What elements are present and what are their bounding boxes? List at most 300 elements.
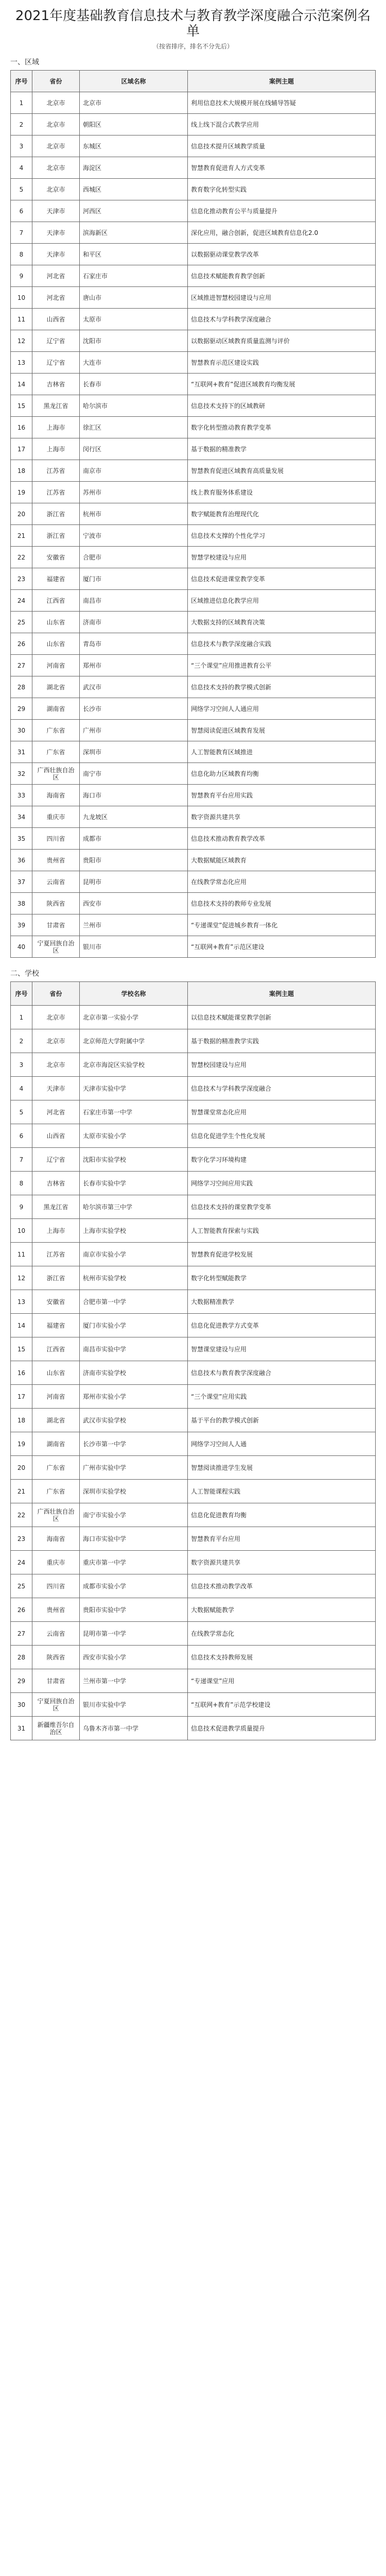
row-number-cell: 36 <box>11 850 32 871</box>
name-cell: 济南市实验学校 <box>80 1361 188 1385</box>
table-row <box>11 200 376 222</box>
province-cell: 宁夏回族自治区 <box>32 936 80 958</box>
name-cell: 深圳市 <box>80 741 188 763</box>
topic-cell: 信息技术促进教学质量提升 <box>188 1717 376 1740</box>
topic-cell: 网络学习空间人人通 <box>188 1432 376 1456</box>
topic-cell: 信息技术支持的教学模式创新 <box>188 676 376 698</box>
name-cell: 重庆市第一中学 <box>80 1551 188 1574</box>
topic-cell: 信息化促进教学方式变革 <box>188 1314 376 1337</box>
topic-cell: 人工智能课程实践 <box>188 1480 376 1503</box>
province-cell: 北京市 <box>32 179 80 200</box>
province-cell: 河南省 <box>32 1385 80 1409</box>
province-cell: 山东省 <box>32 633 80 655</box>
section-school <box>10 969 376 1740</box>
topic-cell: 人工智能教育探索与实践 <box>188 1219 376 1243</box>
row-number-cell: 18 <box>11 460 32 482</box>
province-cell: 贵州省 <box>32 850 80 871</box>
row-number-cell: 6 <box>11 1124 32 1148</box>
table-row <box>11 1409 376 1432</box>
province-cell: 陕西省 <box>32 1646 80 1669</box>
province-cell: 重庆市 <box>32 1551 80 1574</box>
province-cell: 广东省 <box>32 1480 80 1503</box>
province-cell: 广东省 <box>32 741 80 763</box>
row-number-cell: 26 <box>11 633 32 655</box>
row-number-cell: 2 <box>11 1029 32 1053</box>
table-row <box>11 785 376 806</box>
name-cell: 长沙市第一中学 <box>80 1432 188 1456</box>
table-row <box>11 1148 376 1172</box>
topic-cell: 信息技术与学科教学深度融合 <box>188 309 376 330</box>
province-cell: 北京市 <box>32 157 80 179</box>
topic-cell: “互联网+教育”促进区域教育均衡发展 <box>188 374 376 395</box>
row-number-cell: 33 <box>11 785 32 806</box>
name-cell: 北京师范大学附属中学 <box>80 1029 188 1053</box>
table-row <box>11 1693 376 1717</box>
row-number-cell: 4 <box>11 157 32 179</box>
table-row <box>11 1432 376 1456</box>
row-number-cell: 16 <box>11 1361 32 1385</box>
province-cell: 浙江省 <box>32 525 80 547</box>
school-table <box>10 981 376 1740</box>
row-number-cell: 10 <box>11 287 32 309</box>
topic-cell: 信息化助力区域教育均衡 <box>188 763 376 785</box>
topic-cell: 信息技术支撑的个性化学习 <box>188 525 376 547</box>
province-cell: 天津市 <box>32 222 80 244</box>
table-row <box>11 157 376 179</box>
province-cell: 广东省 <box>32 1456 80 1480</box>
name-cell: 广州市实验中学 <box>80 1456 188 1480</box>
province-cell: 河北省 <box>32 1100 80 1124</box>
topic-cell: 信息技术促进课堂教学变革 <box>188 568 376 590</box>
table-row <box>11 135 376 157</box>
row-number-cell: 9 <box>11 265 32 287</box>
province-cell: 广西壮族自治区 <box>32 1503 80 1527</box>
table-row <box>11 1219 376 1243</box>
province-cell: 北京市 <box>32 1053 80 1077</box>
name-cell: 河西区 <box>80 200 188 222</box>
table-row <box>11 244 376 265</box>
topic-cell: 数字赋能教育治理现代化 <box>188 503 376 525</box>
row-number-cell: 13 <box>11 1290 32 1314</box>
row-number-cell: 2 <box>11 114 32 135</box>
column-header: 案例主题 <box>188 982 376 1006</box>
topic-cell: 基于平台的教学模式创新 <box>188 1409 376 1432</box>
name-cell: 沈阳市 <box>80 330 188 352</box>
province-cell: 重庆市 <box>32 806 80 828</box>
table-row <box>11 1503 376 1527</box>
name-cell: 西城区 <box>80 179 188 200</box>
province-cell: 河北省 <box>32 265 80 287</box>
province-cell: 甘肃省 <box>32 1669 80 1693</box>
table-row <box>11 1100 376 1124</box>
table-row <box>11 741 376 763</box>
table-row <box>11 871 376 893</box>
table-row <box>11 1077 376 1100</box>
row-number-cell: 5 <box>11 179 32 200</box>
province-cell: 四川省 <box>32 1574 80 1598</box>
topic-cell: 数字资源共建共享 <box>188 806 376 828</box>
row-number-cell: 27 <box>11 1622 32 1646</box>
region-table-body <box>11 92 376 958</box>
topic-cell: 基于数据的精准教学 <box>188 438 376 460</box>
table-row <box>11 1669 376 1693</box>
row-number-cell: 23 <box>11 568 32 590</box>
topic-cell: 智慧教育平台应用实践 <box>188 785 376 806</box>
row-number-cell: 26 <box>11 1598 32 1622</box>
topic-cell: 网络学习空间应用实践 <box>188 1172 376 1195</box>
name-cell: 厦门市实验小学 <box>80 1314 188 1337</box>
row-number-cell: 13 <box>11 352 32 374</box>
province-cell: 宁夏回族自治区 <box>32 1693 80 1717</box>
table-row <box>11 438 376 460</box>
row-number-cell: 37 <box>11 871 32 893</box>
province-cell: 海南省 <box>32 785 80 806</box>
province-cell: 北京市 <box>32 114 80 135</box>
column-header: 学校名称 <box>80 982 188 1006</box>
name-cell: 广州市 <box>80 720 188 741</box>
name-cell: 闵行区 <box>80 438 188 460</box>
name-cell: 长沙市 <box>80 698 188 720</box>
province-cell: 天津市 <box>32 200 80 222</box>
table-row <box>11 1480 376 1503</box>
topic-cell: 线上教育服务体系建设 <box>188 482 376 503</box>
table-row <box>11 1622 376 1646</box>
section-heading: 一、区域 <box>10 58 39 66</box>
name-cell: 宁波市 <box>80 525 188 547</box>
topic-cell: 深化应用，融合创新，促进区域教育信息化2.0 <box>188 222 376 244</box>
name-cell: 乌鲁木齐市第一中学 <box>80 1717 188 1740</box>
province-cell: 黑龙江省 <box>32 395 80 417</box>
table-row <box>11 179 376 200</box>
province-cell: 上海市 <box>32 438 80 460</box>
topic-cell: 在线教学常态化 <box>188 1622 376 1646</box>
topic-cell: 利用信息技术大规模开展在线辅导答疑 <box>188 92 376 114</box>
school-table-body <box>11 1006 376 1740</box>
row-number-cell: 7 <box>11 1148 32 1172</box>
table-row <box>11 482 376 503</box>
row-number-cell: 18 <box>11 1409 32 1432</box>
topic-cell: 数字化转型赋能教学 <box>188 1266 376 1290</box>
province-cell: 山东省 <box>32 1361 80 1385</box>
name-cell: 杭州市实验学校 <box>80 1266 188 1290</box>
topic-cell: 线上线下混合式教学应用 <box>188 114 376 135</box>
province-cell: 云南省 <box>32 871 80 893</box>
topic-cell: 信息技术支持的课堂教学变革 <box>188 1195 376 1219</box>
row-number-cell: 28 <box>11 676 32 698</box>
table-row <box>11 633 376 655</box>
name-cell: 沈阳市实验学校 <box>80 1148 188 1172</box>
topic-cell: 信息技术推动教育教学改革 <box>188 828 376 850</box>
topic-cell: 数字化转型推动教育教学变革 <box>188 417 376 438</box>
row-number-cell: 7 <box>11 222 32 244</box>
topic-cell: 智慧教育平台应用 <box>188 1527 376 1551</box>
table-row <box>11 1314 376 1337</box>
table-row <box>11 936 376 958</box>
name-cell: 哈尔滨市第三中学 <box>80 1195 188 1219</box>
topic-cell: 智慧教育促进学校发展 <box>188 1243 376 1266</box>
topic-cell: 以数据驱动课堂教学改革 <box>188 244 376 265</box>
topic-cell: 教育数字化转型实践 <box>188 179 376 200</box>
column-header: 案例主题 <box>188 71 376 92</box>
row-number-cell: 34 <box>11 806 32 828</box>
name-cell: 东城区 <box>80 135 188 157</box>
row-number-cell: 28 <box>11 1646 32 1669</box>
row-number-cell: 9 <box>11 1195 32 1219</box>
name-cell: 武汉市实验学校 <box>80 1409 188 1432</box>
topic-cell: 智慧阅读推进学生发展 <box>188 1456 376 1480</box>
topic-cell: 信息化促进教育均衡 <box>188 1503 376 1527</box>
row-number-cell: 11 <box>11 1243 32 1266</box>
province-cell: 山西省 <box>32 309 80 330</box>
name-cell: 贵阳市 <box>80 850 188 871</box>
table-row <box>11 806 376 828</box>
name-cell: 青岛市 <box>80 633 188 655</box>
table-row <box>11 1195 376 1219</box>
topic-cell: 网络学习空间人人通应用 <box>188 698 376 720</box>
province-cell: 贵州省 <box>32 1598 80 1622</box>
province-cell: 福建省 <box>32 568 80 590</box>
row-number-cell: 30 <box>11 720 32 741</box>
name-cell: 海口市 <box>80 785 188 806</box>
topic-cell: 数字资源共建共享 <box>188 1551 376 1574</box>
table-row <box>11 612 376 633</box>
topic-cell: 大数据支持的区域教育决策 <box>188 612 376 633</box>
topic-cell: 智慧教育促进区域教育高质量发展 <box>188 460 376 482</box>
table-row <box>11 1124 376 1148</box>
province-cell: 陕西省 <box>32 893 80 914</box>
province-cell: 辽宁省 <box>32 330 80 352</box>
row-number-cell: 31 <box>11 741 32 763</box>
name-cell: 南宁市 <box>80 763 188 785</box>
topic-cell: 区域推进信息化教学应用 <box>188 590 376 612</box>
topic-cell: 人工智能教育区域推进 <box>188 741 376 763</box>
name-cell: 兰州市 <box>80 914 188 936</box>
row-number-cell: 1 <box>11 92 32 114</box>
topic-cell: 基于数据的精准教学实践 <box>188 1029 376 1053</box>
province-cell: 江苏省 <box>32 460 80 482</box>
row-number-cell: 35 <box>11 828 32 850</box>
row-number-cell: 5 <box>11 1100 32 1124</box>
table-row <box>11 352 376 374</box>
row-number-cell: 19 <box>11 482 32 503</box>
table-row <box>11 287 376 309</box>
row-number-cell: 14 <box>11 1314 32 1337</box>
row-number-cell: 31 <box>11 1717 32 1740</box>
row-number-cell: 11 <box>11 309 32 330</box>
name-cell: 天津市实验中学 <box>80 1077 188 1100</box>
row-number-cell: 25 <box>11 1574 32 1598</box>
table-row <box>11 503 376 525</box>
topic-cell: 数字化学习环境构建 <box>188 1148 376 1172</box>
name-cell: 南昌市实验中学 <box>80 1337 188 1361</box>
name-cell: 海口市实验中学 <box>80 1527 188 1551</box>
topic-cell: 以信息技术赋能课堂教学创新 <box>188 1006 376 1029</box>
table-row <box>11 1266 376 1290</box>
name-cell: 哈尔滨市 <box>80 395 188 417</box>
row-number-cell: 19 <box>11 1432 32 1456</box>
province-cell: 辽宁省 <box>32 352 80 374</box>
table-row <box>11 114 376 135</box>
name-cell: 银川市 <box>80 936 188 958</box>
name-cell: 深圳市实验学校 <box>80 1480 188 1503</box>
province-cell: 浙江省 <box>32 1266 80 1290</box>
row-number-cell: 8 <box>11 1172 32 1195</box>
name-cell: 南宁市实验小学 <box>80 1503 188 1527</box>
province-cell: 河北省 <box>32 287 80 309</box>
table-header-row <box>11 982 376 1006</box>
topic-cell: 信息技术提升区域教学质量 <box>188 135 376 157</box>
province-cell: 广西壮族自治区 <box>32 763 80 785</box>
name-cell: 成都市实验小学 <box>80 1574 188 1598</box>
name-cell: 徐汇区 <box>80 417 188 438</box>
name-cell: 九龙坡区 <box>80 806 188 828</box>
topic-cell: 在线教学常态化应用 <box>188 871 376 893</box>
province-cell: 北京市 <box>32 135 80 157</box>
province-cell: 湖南省 <box>32 698 80 720</box>
name-cell: 兰州市第一中学 <box>80 1669 188 1693</box>
table-row <box>11 1385 376 1409</box>
row-number-cell: 40 <box>11 936 32 958</box>
table-row <box>11 1551 376 1574</box>
topic-cell: “互联网+教育”示范区建设 <box>188 936 376 958</box>
row-number-cell: 24 <box>11 1551 32 1574</box>
province-cell: 上海市 <box>32 417 80 438</box>
row-number-cell: 15 <box>11 1337 32 1361</box>
row-number-cell: 3 <box>11 135 32 157</box>
table-row <box>11 460 376 482</box>
name-cell: 石家庄市 <box>80 265 188 287</box>
topic-cell: 智慧阅读促进区域教育发展 <box>188 720 376 741</box>
row-number-cell: 29 <box>11 698 32 720</box>
table-row <box>11 1646 376 1669</box>
name-cell: 和平区 <box>80 244 188 265</box>
name-cell: 长春市实验中学 <box>80 1172 188 1195</box>
topic-cell: “三个课堂”应用推进教育公平 <box>188 655 376 676</box>
table-row <box>11 763 376 785</box>
topic-cell: 大数据赋能教学 <box>188 1598 376 1622</box>
row-number-cell: 24 <box>11 590 32 612</box>
name-cell: 长春市 <box>80 374 188 395</box>
topic-cell: 以数据驱动区域教育质量监测与评价 <box>188 330 376 352</box>
column-header: 省份 <box>32 71 80 92</box>
province-cell: 安徽省 <box>32 547 80 568</box>
table-row <box>11 265 376 287</box>
name-cell: 北京市第一实验小学 <box>80 1006 188 1029</box>
column-header: 区域名称 <box>80 71 188 92</box>
province-cell: 新疆维吾尔自治区 <box>32 1717 80 1740</box>
table-row <box>11 850 376 871</box>
row-number-cell: 20 <box>11 503 32 525</box>
name-cell: 海淀区 <box>80 157 188 179</box>
row-number-cell: 6 <box>11 200 32 222</box>
name-cell: 北京市海淀区实验学校 <box>80 1053 188 1077</box>
name-cell: 太原市实验小学 <box>80 1124 188 1148</box>
province-cell: 江西省 <box>32 1337 80 1361</box>
table-row <box>11 893 376 914</box>
province-cell: 云南省 <box>32 1622 80 1646</box>
section-heading: 二、学校 <box>10 970 39 978</box>
table-row <box>11 1337 376 1361</box>
province-cell: 江苏省 <box>32 1243 80 1266</box>
table-row <box>11 568 376 590</box>
topic-cell: 智慧教育促进育人方式变革 <box>188 157 376 179</box>
column-header: 序号 <box>11 71 32 92</box>
topic-cell: “专递课堂”促进城乡教育一体化 <box>188 914 376 936</box>
row-number-cell: 8 <box>11 244 32 265</box>
province-cell: 浙江省 <box>32 503 80 525</box>
name-cell: 西安市实验小学 <box>80 1646 188 1669</box>
province-cell: 四川省 <box>32 828 80 850</box>
table-row <box>11 828 376 850</box>
row-number-cell: 30 <box>11 1693 32 1717</box>
topic-cell: 信息技术支持下的区域教研 <box>188 395 376 417</box>
name-cell: 大连市 <box>80 352 188 374</box>
province-cell: 江苏省 <box>32 482 80 503</box>
row-number-cell: 38 <box>11 893 32 914</box>
topic-cell: 信息技术与教学深度融合实践 <box>188 633 376 655</box>
name-cell: 南京市实验小学 <box>80 1243 188 1266</box>
row-number-cell: 1 <box>11 1006 32 1029</box>
row-number-cell: 21 <box>11 1480 32 1503</box>
name-cell: 成都市 <box>80 828 188 850</box>
table-row <box>11 547 376 568</box>
topic-cell: “三个课堂”应用实践 <box>188 1385 376 1409</box>
row-number-cell: 15 <box>11 395 32 417</box>
topic-cell: “专递课堂”应用 <box>188 1669 376 1693</box>
table-row <box>11 330 376 352</box>
table-row <box>11 1717 376 1740</box>
province-cell: 山东省 <box>32 612 80 633</box>
table-row <box>11 655 376 676</box>
topic-cell: 信息技术支持教师发展 <box>188 1646 376 1669</box>
table-row <box>11 590 376 612</box>
section-region <box>10 58 376 958</box>
topic-cell: 大数据精准教学 <box>188 1290 376 1314</box>
name-cell: 合肥市第一中学 <box>80 1290 188 1314</box>
topic-cell: 大数据赋能区域教育 <box>188 850 376 871</box>
table-row <box>11 1456 376 1480</box>
topic-cell: 区域推进智慧校园建设与应用 <box>188 287 376 309</box>
topic-cell: 信息化推动教育公平与质量提升 <box>188 200 376 222</box>
table-row <box>11 92 376 114</box>
row-number-cell: 21 <box>11 525 32 547</box>
table-row <box>11 1029 376 1053</box>
row-number-cell: 27 <box>11 655 32 676</box>
row-number-cell: 12 <box>11 330 32 352</box>
name-cell: 杭州市 <box>80 503 188 525</box>
province-cell: 湖北省 <box>32 1409 80 1432</box>
table-row <box>11 720 376 741</box>
table-row <box>11 1290 376 1314</box>
table-row <box>11 1598 376 1622</box>
table-row <box>11 698 376 720</box>
topic-cell: “互联网+教育”示范学校建设 <box>188 1693 376 1717</box>
province-cell: 吉林省 <box>32 374 80 395</box>
row-number-cell: 22 <box>11 1503 32 1527</box>
name-cell: 济南市 <box>80 612 188 633</box>
name-cell: 南昌市 <box>80 590 188 612</box>
row-number-cell: 16 <box>11 417 32 438</box>
topic-cell: 智慧课堂建设与应用 <box>188 1337 376 1361</box>
province-cell: 安徽省 <box>32 1290 80 1314</box>
row-number-cell: 25 <box>11 612 32 633</box>
name-cell: 厦门市 <box>80 568 188 590</box>
row-number-cell: 32 <box>11 763 32 785</box>
name-cell: 南京市 <box>80 460 188 482</box>
province-cell: 福建省 <box>32 1314 80 1337</box>
table-row <box>11 525 376 547</box>
topic-cell: 信息技术与教育教学深度融合 <box>188 1361 376 1385</box>
